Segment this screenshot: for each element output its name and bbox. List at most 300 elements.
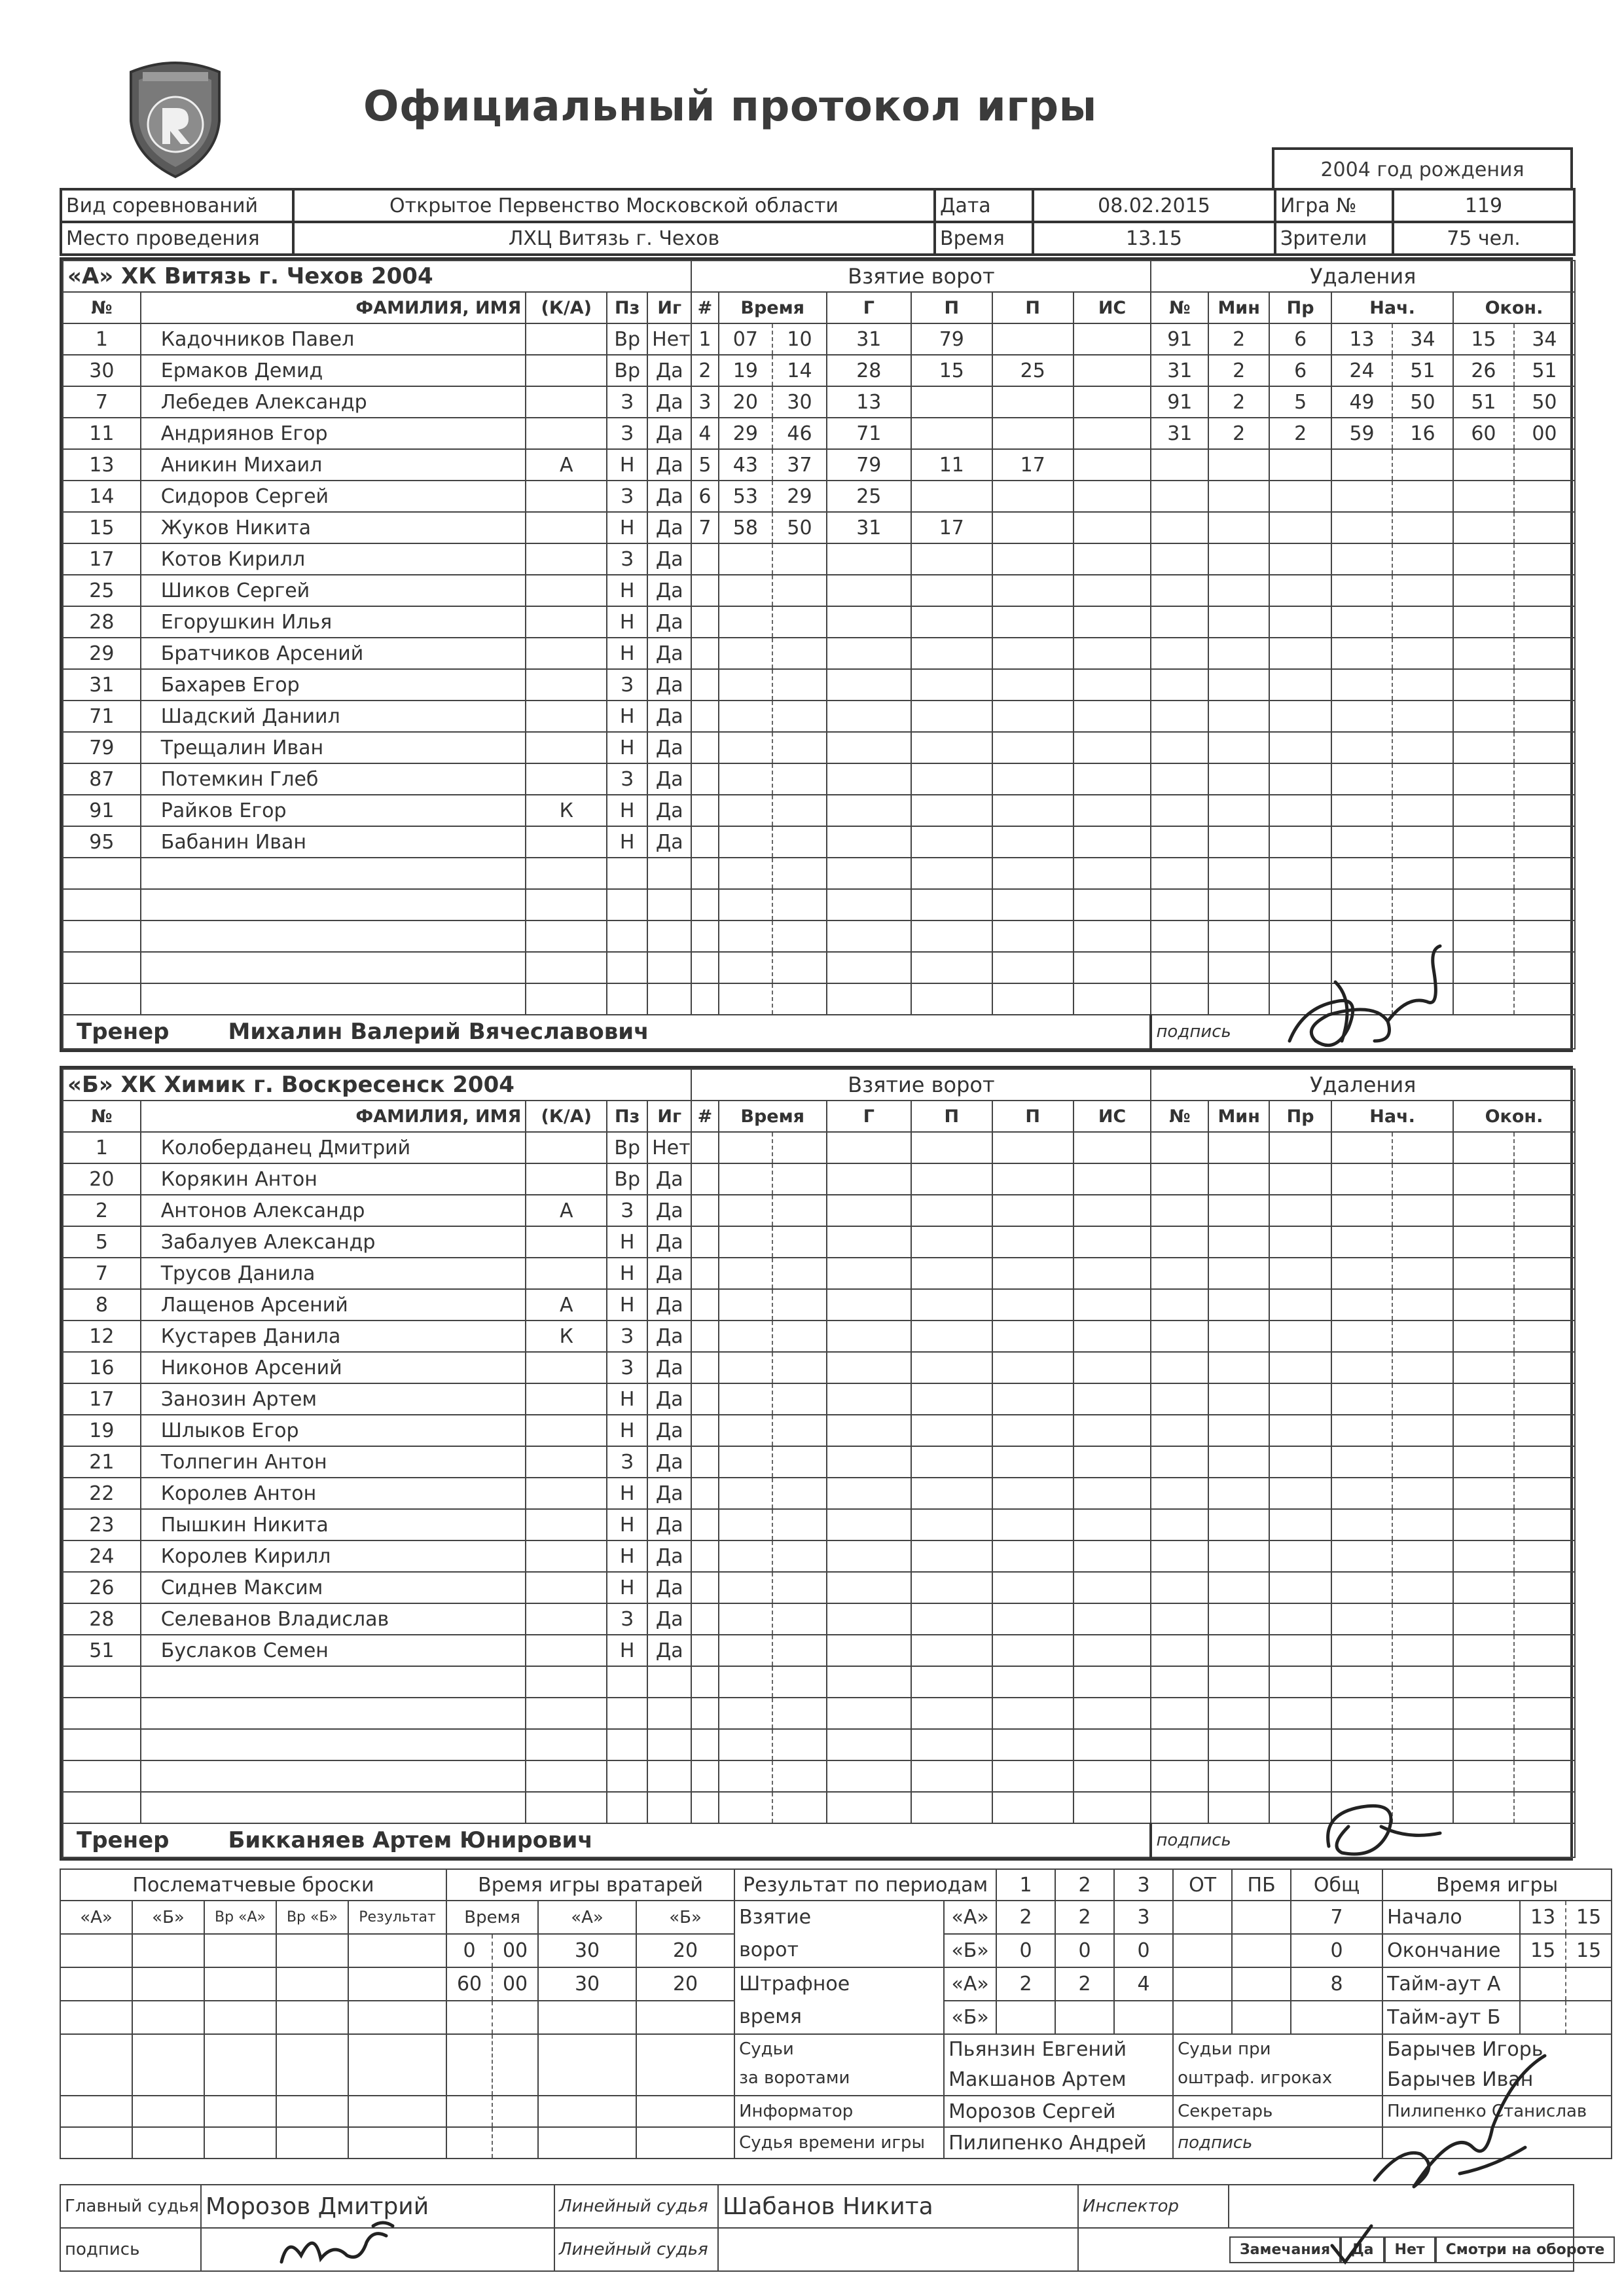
penalty-end-min: 60 bbox=[1453, 418, 1514, 449]
player-name bbox=[141, 1698, 526, 1729]
goal-minute bbox=[719, 826, 773, 858]
penalty-reason bbox=[1269, 1540, 1331, 1572]
penalty-start-min bbox=[1331, 1132, 1392, 1163]
penalty-end-min bbox=[1453, 1572, 1514, 1603]
player-position: Н bbox=[607, 732, 647, 763]
coach-b-signature-icon bbox=[1309, 1774, 1460, 1872]
penalty-end-sec bbox=[1514, 983, 1575, 1015]
player-played: Да bbox=[647, 543, 691, 575]
gk-row2-b: 20 bbox=[636, 1967, 734, 2001]
player-number bbox=[63, 1729, 141, 1760]
player-role bbox=[526, 481, 607, 512]
penalty-start-sec bbox=[1392, 795, 1453, 826]
goal-assist-1 bbox=[911, 575, 992, 606]
goal-second bbox=[772, 763, 827, 795]
col-ka: (К/А) bbox=[526, 292, 607, 323]
goal-assist-2 bbox=[992, 1446, 1074, 1478]
goal-second bbox=[772, 1792, 827, 1823]
player-position bbox=[607, 1729, 647, 1760]
penalty-start-min bbox=[1331, 1540, 1392, 1572]
player-position: З bbox=[607, 1603, 647, 1635]
penalty-start-sec bbox=[1392, 606, 1453, 638]
penalty-minutes bbox=[1208, 983, 1269, 1015]
penalty-minutes bbox=[1208, 1635, 1269, 1666]
table-row bbox=[63, 1321, 1575, 1352]
player-played: Да bbox=[647, 1226, 691, 1258]
coach-name: Бикканяев Артем Юнирович bbox=[228, 1827, 593, 1853]
penalty-start-min bbox=[1331, 669, 1392, 701]
start-hour: 13 bbox=[1520, 1901, 1566, 1934]
penalty-start-sec bbox=[1392, 1540, 1453, 1572]
penalty-judges-label-2: оштраф. игроках bbox=[1178, 2068, 1333, 2088]
player-position: З bbox=[607, 386, 647, 418]
period-2-header: 2 bbox=[1055, 1869, 1114, 1901]
player-name: Бахарев Егор bbox=[141, 669, 526, 701]
player-number: 95 bbox=[63, 826, 141, 858]
player-role bbox=[526, 1572, 607, 1603]
penalty-minutes bbox=[1208, 1258, 1269, 1289]
penalty-reason: 2 bbox=[1269, 418, 1331, 449]
goal-minute: 29 bbox=[719, 418, 773, 449]
team-title: «Б» ХК Химик г. Воскресенск 2004 bbox=[63, 1069, 691, 1101]
timekeeper-label: Судья времени игры bbox=[734, 2127, 944, 2159]
penalty-start-min bbox=[1331, 763, 1392, 795]
table-row bbox=[63, 701, 1575, 732]
player-position: З bbox=[607, 481, 647, 512]
goal-assist-1 bbox=[911, 1415, 992, 1446]
penalty-start-min bbox=[1331, 575, 1392, 606]
goal-situation bbox=[1074, 1635, 1151, 1666]
spectators-value: 75 чел. bbox=[1393, 222, 1574, 255]
timekeeper-name: Пилипенко Андрей bbox=[944, 2127, 1173, 2159]
goal-minute bbox=[719, 858, 773, 889]
player-name: Андриянов Егор bbox=[141, 418, 526, 449]
informer-name: Морозов Сергей bbox=[944, 2096, 1173, 2127]
penalty-end-sec bbox=[1514, 795, 1575, 826]
goal-assist-1 bbox=[911, 1729, 992, 1760]
goal-assist-1 bbox=[911, 826, 992, 858]
penalty-minutes: 2 bbox=[1208, 323, 1269, 355]
team-title: «А» ХК Витязь г. Чехов 2004 bbox=[63, 261, 691, 292]
player-name: Егорушкин Илья bbox=[141, 606, 526, 638]
col-position: Пз bbox=[607, 292, 647, 323]
player-name: Бабанин Иван bbox=[141, 826, 526, 858]
goal-assist-1 bbox=[911, 606, 992, 638]
penalty-player bbox=[1151, 1698, 1208, 1729]
goal-scorer: 31 bbox=[827, 512, 911, 543]
penalty-reason bbox=[1269, 1698, 1331, 1729]
penalty-label-2: время bbox=[739, 2005, 802, 2028]
penalty-end-min bbox=[1453, 1446, 1514, 1478]
goal-second: 46 bbox=[772, 418, 827, 449]
secretary-name: Пилипенко Станислав bbox=[1382, 2096, 1612, 2127]
player-role bbox=[526, 1352, 607, 1383]
penalty-player bbox=[1151, 920, 1208, 952]
pen-a-p2: 2 bbox=[1055, 1967, 1114, 2001]
penalty-reason bbox=[1269, 1321, 1331, 1352]
player-role: К bbox=[526, 795, 607, 826]
penalty-end-min bbox=[1453, 701, 1514, 732]
player-name: Аникин Михаил bbox=[141, 449, 526, 481]
col-pen-number: № bbox=[1151, 1101, 1208, 1132]
col-goal-scorer: Г bbox=[827, 292, 911, 323]
goal-assist-2 bbox=[992, 826, 1074, 858]
goal-assist-2 bbox=[992, 512, 1074, 543]
player-position: З bbox=[607, 669, 647, 701]
player-played: Да bbox=[647, 763, 691, 795]
penalty-player bbox=[1151, 795, 1208, 826]
goal-assist-2 bbox=[992, 1352, 1074, 1383]
player-position: Н bbox=[607, 1383, 647, 1415]
pen-b-total bbox=[1291, 2001, 1382, 2034]
table-row bbox=[63, 355, 1575, 386]
goal-assist-2 bbox=[992, 1792, 1074, 1823]
player-played: Да bbox=[647, 732, 691, 763]
penalty-start-sec: 50 bbox=[1392, 386, 1453, 418]
goal-minute bbox=[719, 1195, 773, 1226]
player-played: Да bbox=[647, 701, 691, 732]
player-number: 20 bbox=[63, 1163, 141, 1195]
goal-situation bbox=[1074, 1666, 1151, 1698]
penalty-minutes bbox=[1208, 575, 1269, 606]
penalty-player bbox=[1151, 1509, 1208, 1540]
goal-assist-2 bbox=[992, 669, 1074, 701]
player-number: 91 bbox=[63, 795, 141, 826]
remarks-yes[interactable]: Да bbox=[1341, 2236, 1384, 2263]
goal-scorer bbox=[827, 858, 911, 889]
penalty-start-sec bbox=[1392, 1289, 1453, 1321]
goal-situation bbox=[1074, 1446, 1151, 1478]
goal-assist-2 bbox=[992, 1415, 1074, 1446]
goal-scorer bbox=[827, 1289, 911, 1321]
penalty-end-sec bbox=[1514, 763, 1575, 795]
goal-minute bbox=[719, 1446, 773, 1478]
goal-situation bbox=[1074, 1258, 1151, 1289]
col-number: № bbox=[63, 1101, 141, 1132]
table-row bbox=[63, 481, 1575, 512]
penalty-minutes bbox=[1208, 1572, 1269, 1603]
player-name: Шадский Даниил bbox=[141, 701, 526, 732]
penalty-end-min bbox=[1453, 1415, 1514, 1446]
goals-b-p2: 0 bbox=[1055, 1934, 1114, 1967]
goal-assist-2 bbox=[992, 1478, 1074, 1509]
penalty-player: 31 bbox=[1151, 418, 1208, 449]
goal-minute bbox=[719, 1698, 773, 1729]
goal-second bbox=[772, 920, 827, 952]
penalty-minutes bbox=[1208, 763, 1269, 795]
penalty-judges-label-1: Судьи при bbox=[1178, 2039, 1271, 2059]
player-name bbox=[141, 1792, 526, 1823]
player-position: Н bbox=[607, 1478, 647, 1509]
penalty-reason bbox=[1269, 512, 1331, 543]
penalty-minutes bbox=[1208, 638, 1269, 669]
penalty-end-min bbox=[1453, 669, 1514, 701]
goal-minute bbox=[719, 606, 773, 638]
player-name bbox=[141, 858, 526, 889]
penalty-player bbox=[1151, 512, 1208, 543]
goal-minute bbox=[719, 952, 773, 983]
goal-index bbox=[691, 543, 718, 575]
player-played: Да bbox=[647, 1415, 691, 1446]
goal-minute bbox=[719, 1540, 773, 1572]
goal-assist-2 bbox=[992, 732, 1074, 763]
col-name: ФАМИЛИЯ, ИМЯ bbox=[141, 1101, 526, 1132]
player-played: Да bbox=[647, 575, 691, 606]
penalty-start-sec bbox=[1392, 512, 1453, 543]
penalty-end-sec bbox=[1514, 1540, 1575, 1572]
goal-assist-1 bbox=[911, 543, 992, 575]
shootout-col-vra: Вр «А» bbox=[204, 1901, 276, 1934]
player-played bbox=[647, 1760, 691, 1792]
player-played: Да bbox=[647, 449, 691, 481]
remarks-label: Замечания bbox=[1229, 2236, 1341, 2263]
goal-second bbox=[772, 1383, 827, 1415]
player-role bbox=[526, 1792, 607, 1823]
table-row bbox=[63, 669, 1575, 701]
penalty-minutes bbox=[1208, 512, 1269, 543]
goal-index bbox=[691, 795, 718, 826]
col-assist-1: П bbox=[911, 1101, 992, 1132]
pen-b-p3 bbox=[1114, 2001, 1173, 2034]
penalty-start-sec bbox=[1392, 1163, 1453, 1195]
player-number: 28 bbox=[63, 606, 141, 638]
penalty-start-sec bbox=[1392, 1321, 1453, 1352]
penalty-start-sec bbox=[1392, 732, 1453, 763]
line-referee-2-name bbox=[718, 2228, 1078, 2271]
player-number: 23 bbox=[63, 1509, 141, 1540]
penalty-minutes bbox=[1208, 1729, 1269, 1760]
player-position bbox=[607, 952, 647, 983]
player-position bbox=[607, 1698, 647, 1729]
penalty-player bbox=[1151, 1226, 1208, 1258]
player-role bbox=[526, 355, 607, 386]
main-referee-name: Морозов Дмитрий bbox=[201, 2185, 554, 2228]
penalty-end-min bbox=[1453, 889, 1514, 920]
goal-scorer bbox=[827, 1132, 911, 1163]
shootout-header: ПБ bbox=[1232, 1869, 1291, 1901]
player-played: Да bbox=[647, 481, 691, 512]
goal-assist-1 bbox=[911, 418, 992, 449]
penalty-reason bbox=[1269, 1226, 1331, 1258]
penalty-start-sec bbox=[1392, 1729, 1453, 1760]
penalty-end-min bbox=[1453, 1540, 1514, 1572]
penalty-player bbox=[1151, 1415, 1208, 1446]
table-row bbox=[63, 449, 1575, 481]
goal-assist-2 bbox=[992, 1132, 1074, 1163]
goal-situation bbox=[1074, 1478, 1151, 1509]
penalty-end-min bbox=[1453, 606, 1514, 638]
goals-a-p1: 2 bbox=[996, 1901, 1055, 1934]
goal-scorer bbox=[827, 732, 911, 763]
penalty-end-min: 51 bbox=[1453, 386, 1514, 418]
goal-index: 4 bbox=[691, 418, 718, 449]
goal-assist-2 bbox=[992, 1321, 1074, 1352]
penalty-end-min bbox=[1453, 1352, 1514, 1383]
penalty-reason bbox=[1269, 1352, 1331, 1383]
penalty-end-min bbox=[1453, 1603, 1514, 1635]
player-number: 16 bbox=[63, 1352, 141, 1383]
goal-situation bbox=[1074, 1603, 1151, 1635]
goal-minute bbox=[719, 1258, 773, 1289]
player-role bbox=[526, 952, 607, 983]
goals-b-ot bbox=[1173, 1934, 1232, 1967]
goal-index bbox=[691, 701, 718, 732]
penalty-end-sec bbox=[1514, 1352, 1575, 1383]
player-name: Никонов Арсений bbox=[141, 1352, 526, 1383]
goal-index bbox=[691, 638, 718, 669]
goal-second bbox=[772, 1226, 827, 1258]
goal-minute: 07 bbox=[719, 323, 773, 355]
penalty-reason: 6 bbox=[1269, 355, 1331, 386]
player-number: 21 bbox=[63, 1446, 141, 1478]
goal-assist-1: 11 bbox=[911, 449, 992, 481]
penalty-end-min bbox=[1453, 763, 1514, 795]
player-position: Вр bbox=[607, 323, 647, 355]
col-assist-1: П bbox=[911, 292, 992, 323]
player-number: 30 bbox=[63, 355, 141, 386]
end-minute: 15 bbox=[1566, 1934, 1612, 1967]
goal-assist-1 bbox=[911, 1509, 992, 1540]
penalty-end-sec bbox=[1514, 1635, 1575, 1666]
player-name: Братчиков Арсений bbox=[141, 638, 526, 669]
competition-label: Вид соревнований bbox=[61, 189, 293, 222]
player-role: А bbox=[526, 449, 607, 481]
table-row bbox=[63, 543, 1575, 575]
player-number: 28 bbox=[63, 1603, 141, 1635]
penalty-start-sec: 16 bbox=[1392, 418, 1453, 449]
goal-second bbox=[772, 1729, 827, 1760]
player-played: Да bbox=[647, 418, 691, 449]
penalty-start-min bbox=[1331, 1383, 1392, 1415]
penalty-end-sec bbox=[1514, 1666, 1575, 1698]
coach-a-signature-icon bbox=[1276, 943, 1473, 1067]
penalty-player bbox=[1151, 543, 1208, 575]
goal-index: 2 bbox=[691, 355, 718, 386]
penalty-end-sec bbox=[1514, 1226, 1575, 1258]
goal-second bbox=[772, 1603, 827, 1635]
penalty-start-sec bbox=[1392, 858, 1453, 889]
col-pen-end: Окон. bbox=[1453, 292, 1575, 323]
penalty-minutes bbox=[1208, 1163, 1269, 1195]
goal-minute bbox=[719, 1635, 773, 1666]
penalty-start-min bbox=[1331, 1698, 1392, 1729]
col-goal-scorer: Г bbox=[827, 1101, 911, 1132]
goal-scorer bbox=[827, 1509, 911, 1540]
player-number: 2 bbox=[63, 1195, 141, 1226]
player-position bbox=[607, 858, 647, 889]
table-row bbox=[63, 1132, 1575, 1163]
shootout-title: Послематчевые броски bbox=[60, 1869, 446, 1901]
penalty-minutes bbox=[1208, 481, 1269, 512]
goals-a-p2: 2 bbox=[1055, 1901, 1114, 1934]
penalties-section-title: Удаления bbox=[1151, 1069, 1575, 1101]
penalty-minutes bbox=[1208, 826, 1269, 858]
player-role bbox=[526, 763, 607, 795]
player-position: Н bbox=[607, 1572, 647, 1603]
goal-assist-1 bbox=[911, 889, 992, 920]
goals-b-total: 0 bbox=[1291, 1934, 1382, 1967]
goal-assist-1 bbox=[911, 732, 992, 763]
goal-index bbox=[691, 1603, 718, 1635]
goal-second bbox=[772, 1258, 827, 1289]
goal-assist-1 bbox=[911, 669, 992, 701]
penalty-minutes: 2 bbox=[1208, 418, 1269, 449]
goal-assist-2 bbox=[992, 1195, 1074, 1226]
goal-assist-1 bbox=[911, 858, 992, 889]
penalty-end-sec bbox=[1514, 920, 1575, 952]
player-name bbox=[141, 1760, 526, 1792]
penalty-reason bbox=[1269, 1572, 1331, 1603]
timeout-b-label: Тайм-аут Б bbox=[1382, 2001, 1520, 2034]
penalty-end-min bbox=[1453, 1321, 1514, 1352]
goal-index: 5 bbox=[691, 449, 718, 481]
goal-situation bbox=[1074, 481, 1151, 512]
penalty-start-min bbox=[1331, 1352, 1392, 1383]
goal-assist-2: 25 bbox=[992, 355, 1074, 386]
goal-second bbox=[772, 1446, 827, 1478]
remarks-no[interactable]: Нет bbox=[1384, 2236, 1435, 2263]
penalty-start-sec bbox=[1392, 1666, 1453, 1698]
player-position bbox=[607, 920, 647, 952]
penalty-player bbox=[1151, 826, 1208, 858]
goal-assist-1 bbox=[911, 1792, 992, 1823]
player-number: 25 bbox=[63, 575, 141, 606]
penalty-start-min bbox=[1331, 512, 1392, 543]
goal-minute bbox=[719, 1603, 773, 1635]
player-position: Н bbox=[607, 795, 647, 826]
player-played: Да bbox=[647, 512, 691, 543]
player-name: Корякин Антон bbox=[141, 1163, 526, 1195]
penalty-player bbox=[1151, 1352, 1208, 1383]
penalty-end-min bbox=[1453, 638, 1514, 669]
goal-situation bbox=[1074, 606, 1151, 638]
penalty-end-sec bbox=[1514, 1603, 1575, 1635]
goal-scorer bbox=[827, 1792, 911, 1823]
penalty-player bbox=[1151, 1666, 1208, 1698]
table-row bbox=[63, 323, 1575, 355]
goal-minute: 53 bbox=[719, 481, 773, 512]
player-number bbox=[63, 983, 141, 1015]
penalty-end-min bbox=[1453, 826, 1514, 858]
penalty-end-sec bbox=[1514, 1415, 1575, 1446]
penalty-start-min: 24 bbox=[1331, 355, 1392, 386]
penalty-minutes bbox=[1208, 920, 1269, 952]
goal-situation bbox=[1074, 1352, 1151, 1383]
penalty-start-sec bbox=[1392, 543, 1453, 575]
goal-assist-1 bbox=[911, 481, 992, 512]
goal-second bbox=[772, 701, 827, 732]
player-number: 15 bbox=[63, 512, 141, 543]
player-name: Райков Егор bbox=[141, 795, 526, 826]
goals-section-title: Взятие ворот bbox=[691, 261, 1151, 292]
player-role bbox=[526, 983, 607, 1015]
penalty-minutes: 2 bbox=[1208, 355, 1269, 386]
penalty-end-sec bbox=[1514, 1698, 1575, 1729]
penalty-end-sec bbox=[1514, 1572, 1575, 1603]
goal-minute bbox=[719, 575, 773, 606]
goal-situation bbox=[1074, 355, 1151, 386]
penalty-player: 91 bbox=[1151, 386, 1208, 418]
player-name: Трещалин Иван bbox=[141, 732, 526, 763]
goal-second: 10 bbox=[772, 323, 827, 355]
penalty-minutes bbox=[1208, 1352, 1269, 1383]
player-name: Антонов Александр bbox=[141, 1195, 526, 1226]
penalty-player bbox=[1151, 952, 1208, 983]
penalty-player bbox=[1151, 1321, 1208, 1352]
period-1-header: 1 bbox=[996, 1869, 1055, 1901]
player-role bbox=[526, 1415, 607, 1446]
goal-index bbox=[691, 983, 718, 1015]
